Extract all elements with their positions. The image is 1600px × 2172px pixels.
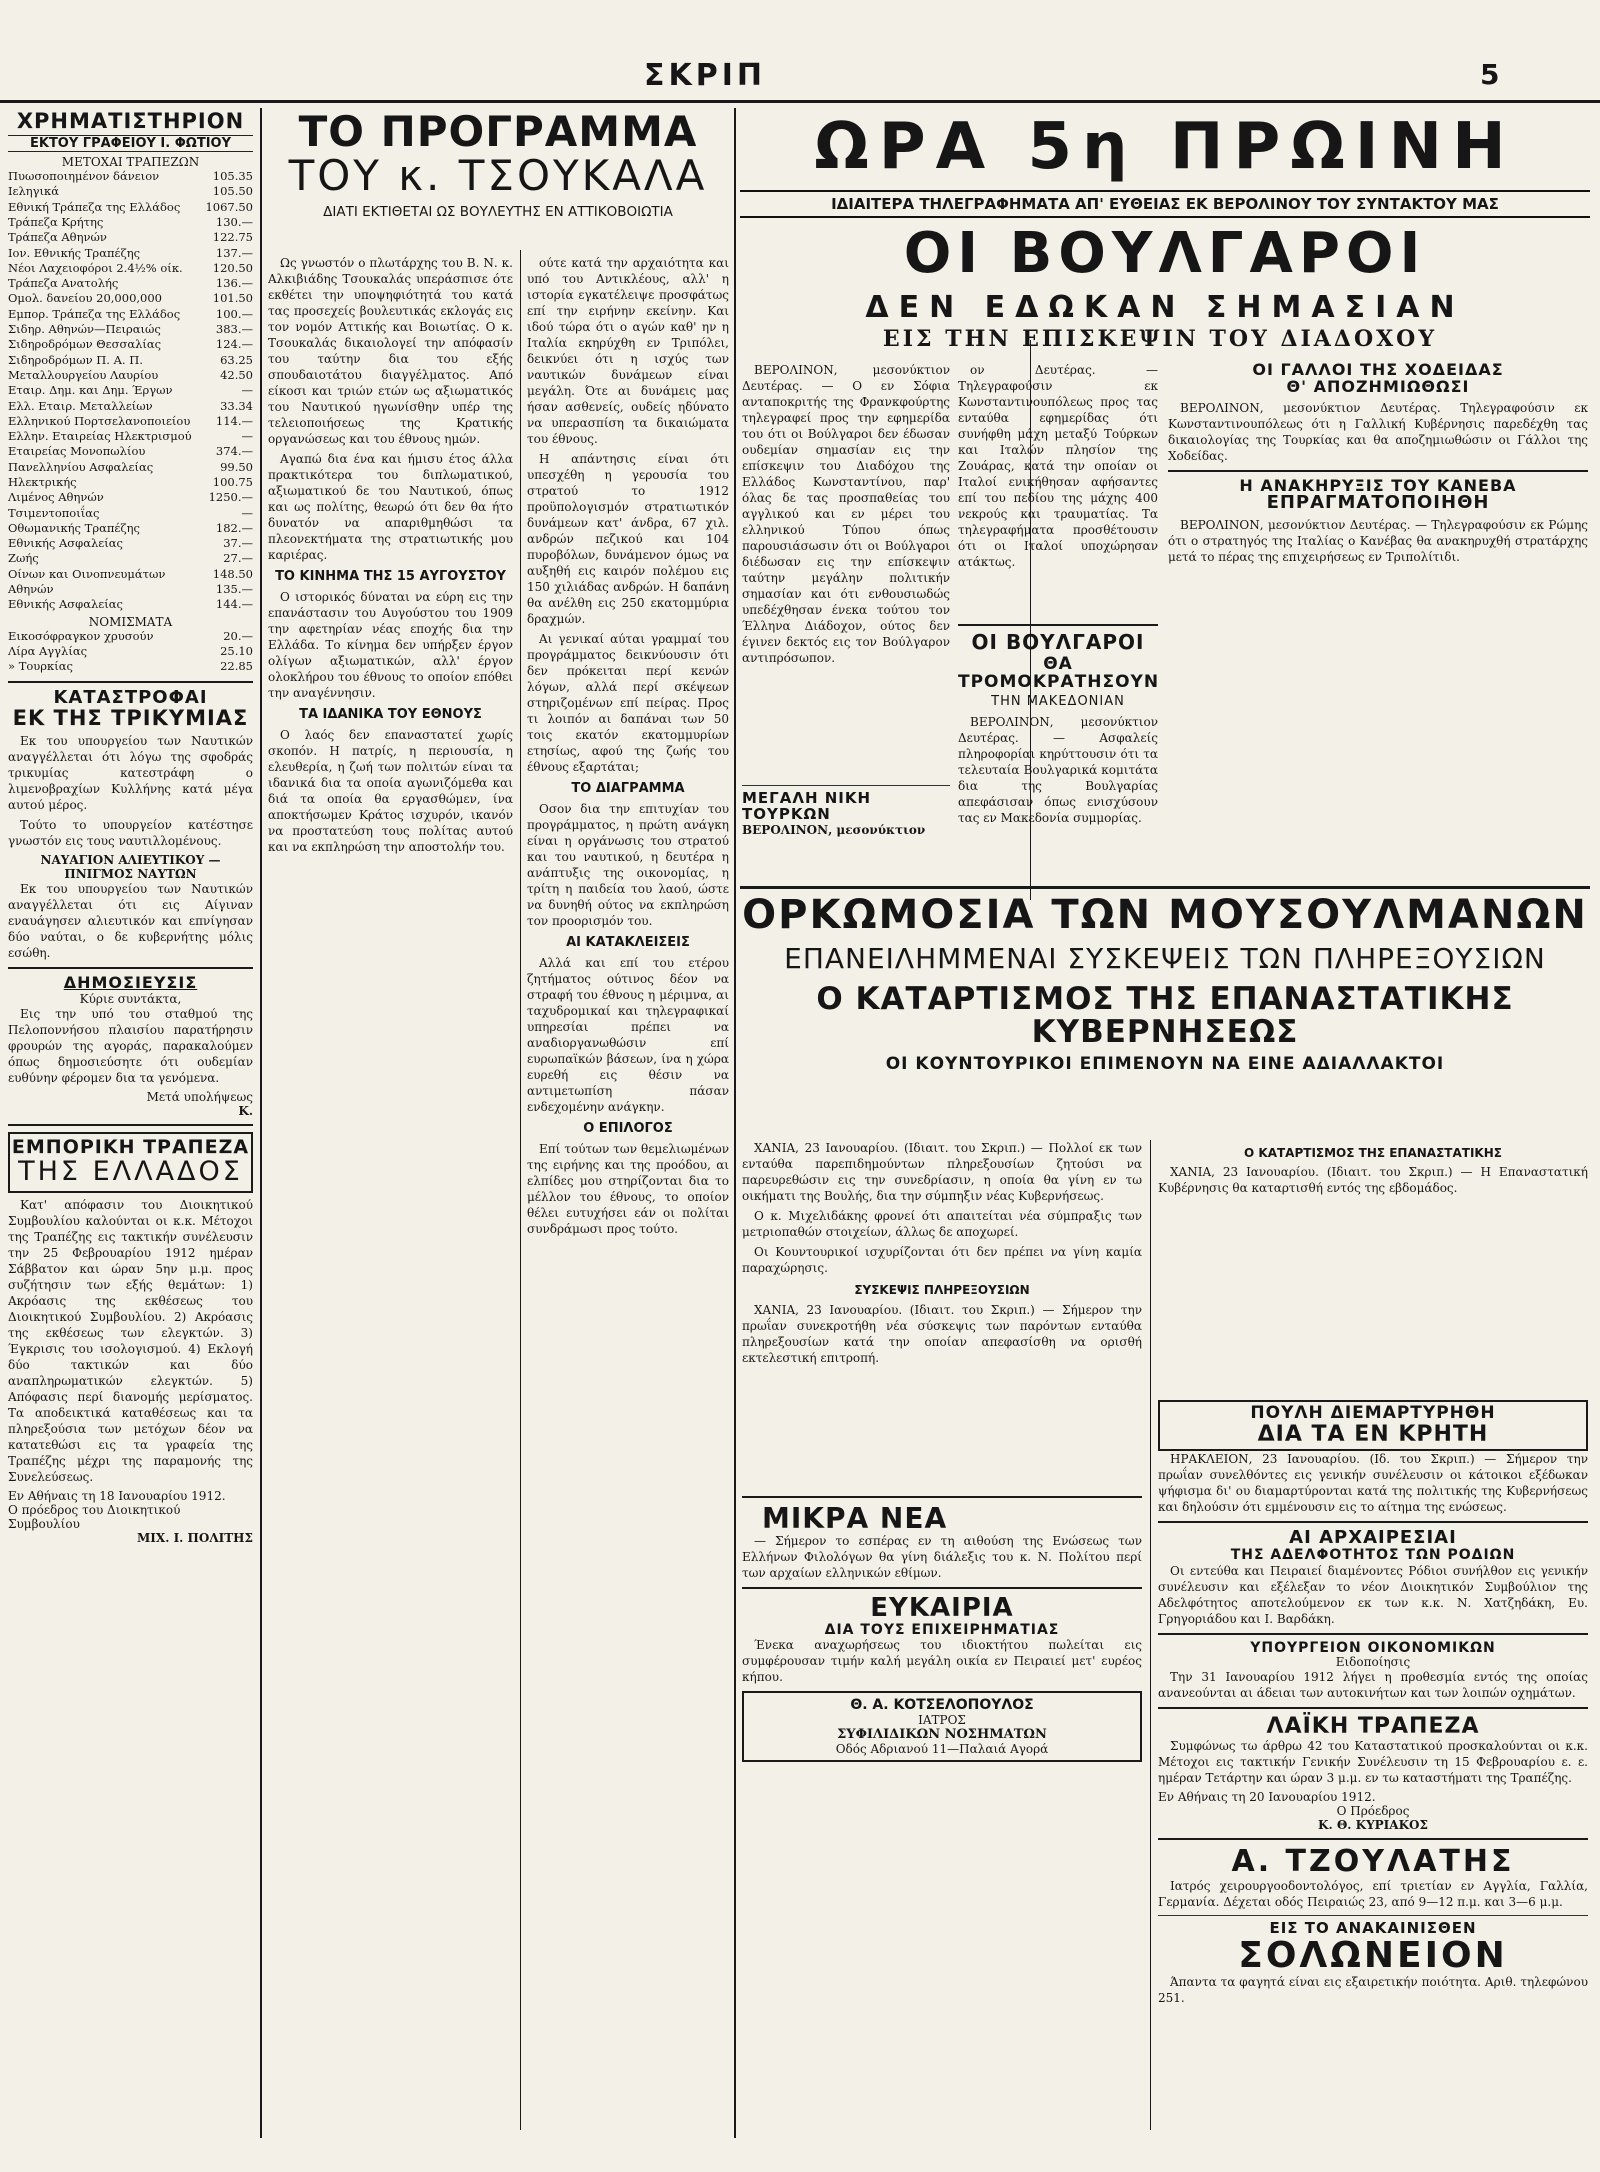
exchange-row	[8, 291, 253, 306]
exchange-row	[8, 322, 253, 337]
program-subtitle: ΔΙΑΤΙ ΕΚΤΙΘΕΤΑΙ ΩΣ ΒΟΥΛΕΥΤΗΣ ΕΝ ΑΤΤΙΚΟΒΟΙΩΤΙΑ	[323, 204, 673, 221]
article-paragraph: ΧΑΝΙΑ, 23 Ιανουαρίου. (Ιδιαιτ. του Σκριπ.) — Η Επαναστατική Κυβέρνησις θα καταρτισθή εντός της εβδομάδος.	[1158, 1165, 1588, 1195]
notice-salutation: Κύριε συντάκτα,	[79, 992, 182, 1007]
article-paragraph: Ένεκα αναχωρήσεως του ιδιοκτήτου πωλείται εις συμφέρουσαν τιμήν καλή μεγάλη οικία εν Πειραιεί μετ' ευρέος κήπου.	[742, 1638, 1142, 1685]
notice-signature: Κ.	[238, 1104, 253, 1119]
oath-sub-3: ΟΙ ΚΟΥΝΤΟΥΡΙΚΟΙ ΕΠΙΜΕΝΟΥΝ ΝΑ ΕΙΝΕ ΑΔΙΑΛΛΑΚΤΟΙ	[885, 1054, 1445, 1075]
exchange-value: 135.—	[215, 582, 253, 597]
exchange-label: Πανελληνίου Ασφαλείας	[8, 459, 154, 474]
section-heading: Ο ΚΑΤΑΡΤΙΣΜΟΣ ΤΗΣ ΕΠΑΝΑΣΤΑΤΙΚΗΣ	[1244, 1146, 1502, 1160]
exchange-row	[8, 261, 253, 276]
article-paragraph: ούτε κατά την αρχαιότητα και υπό του Αντικλέους, αλλ' η ιστορία εγκατέλειψε προσφάτως επί την ειρήνην εκείνην. Και ιδού τώρα ότι ο αγών καθ' ην η Ιταλία εκηρύχθη εν Τριπόλει, δεικνύει ότι η ισχύς των ναυτικών δυνάμεων είναι μεγάλη. Ότε αι δυνάμεις μας ήσαν ασθενείς, ουδείς ηδύνατο να υπερασπίση τα δικαιώματα του έθνους.	[527, 256, 729, 446]
elections-head-2: ΤΗΣ ΑΔΕΛΦΟΤΗΤΟΣ ΤΩΝ ΡΟΔΙΩΝ	[1230, 1546, 1516, 1563]
page-number: 5	[1480, 58, 1500, 91]
newspaper-name: ΣΚΡΙΠ	[644, 58, 766, 93]
divider	[1158, 1915, 1588, 1916]
exchange-row	[8, 567, 253, 582]
exchange-label: Ηλεκτρικής	[8, 474, 77, 489]
exchange-label: Αθηνών	[8, 582, 54, 597]
exchange-row	[8, 429, 253, 444]
exchange-row	[8, 460, 253, 475]
exchange-label: Εταιρείας Μονοπωλίου	[8, 444, 146, 459]
doctor-address: Οδός Αδριανού 11—Παλαιά Αγορά	[835, 1742, 1049, 1757]
article-paragraph: Αι γενικαί αύται γραμμαί του προγράμματος δεικνύουσιν ότι δεν πρόκειται περί κενών λόγων, αλλά περί σκέψεων στηριζομένων επί πείρας. Προς τι λοιπόν αι δαπάναι των 50 τοις εκατόν εκατομμυρίων ετησίως, αφού της ζωής του έθνους εξαρτάται;	[527, 632, 729, 774]
lower-middle-1	[742, 1490, 1142, 2140]
exchange-row	[8, 169, 253, 184]
disaster-subtitle: ΕΚ ΤΗΣ ΤΡΙΚΥΜΙΑΣ	[12, 706, 249, 731]
divider	[742, 1587, 1142, 1589]
bank-title-1: ΕΜΠΟΡΙΚΗ ΤΡΑΠΕΖΑ	[11, 1136, 250, 1159]
section-heading: ΤΟ ΔΙΑΓΡΑΜΜΑ	[571, 781, 685, 796]
exchange-label: Εθνικής Ασφαλείας	[8, 597, 123, 612]
program-title-2: ΤΟΥ κ. ΤΣΟΥΚΑΛΑ	[288, 151, 708, 201]
column-divider	[520, 250, 521, 2130]
article-paragraph: Οι Κουντουρικοί ισχυρίζονται ότι δεν πρέπει να γίνη καμία παραχώρησις.	[742, 1245, 1142, 1275]
exchange-value: 182.—	[215, 520, 253, 535]
oath-header	[740, 894, 1590, 1134]
exchange-row	[8, 444, 253, 459]
notice-signoff: Μετά υπολήψεως	[146, 1090, 253, 1105]
exchange-row	[8, 644, 253, 659]
bulgar-head-3: ΤΗΝ ΜΑΚΕΔΟΝΙΑΝ	[991, 693, 1125, 709]
exchange-label: Εθνική Τράπεζα της Ελλάδος	[8, 199, 181, 214]
exchange-row	[8, 582, 253, 597]
exchange-label: Ελλην. Εταιρείας Ηλεκτρισμού	[8, 429, 192, 444]
disaster-title: ΚΑΤΑΣΤΡΟΦΑΙ	[53, 686, 208, 708]
exchange-row	[8, 521, 253, 536]
exchange-value: 22.85	[220, 659, 253, 674]
bank-notice-header	[8, 1132, 253, 1192]
exchange-label: Τράπεζα Ανατολής	[8, 276, 119, 291]
assembly-head-2: ΔΙΑ ΤΑ ΕΝ ΚΡΗΤΗ	[1257, 1421, 1489, 1447]
exchange-label: Εταιρ. Δημ. και Δημ. Έργων	[8, 383, 173, 398]
exchange-label: Σιδηροδρόμων Θεσσαλίας	[8, 337, 162, 352]
article-paragraph: ΧΑΝΙΑ, 23 Ιανουαρίου. (Ιδιαιτ. του Σκριπ.) — Πολλοί εκ των ενταύθα παρεπιδημούντων πληρεξουσίων ζητούσι να παρευρεθώσιν εις την συνεδρίασιν, η οποία θα γίνη εν τω οικήματι της Βουλής, δια την σύμπηξιν νέας Κυβερνήσεως.	[742, 1141, 1142, 1203]
article-paragraph: Άπαντα τα φαγητά είναι εις εξαιρετικήν ποιότητα. Αριθ. τηλεφώνου 251.	[1158, 1975, 1588, 2006]
canal-head-1: Η ΑΝΑΚΗΡΥΞΙΣ ΤΟΥ ΚΑΝΕΒΑ	[1239, 475, 1517, 495]
exchange-source: ΕΚΤΟΥ ΓΡΑΦΕΙΟΥ Ι. ΦΩΤΙΟΥ	[8, 135, 253, 152]
exchange-row	[8, 368, 253, 383]
exchange-label: Ελλ. Εταιρ. Μεταλλείων	[8, 398, 153, 413]
exchange-value: 137.—	[215, 245, 253, 260]
exchange-value: 99.50	[220, 459, 253, 474]
divider	[1158, 1633, 1588, 1635]
exchange-label: Ομολ. δανείου 20,000,000	[8, 291, 162, 306]
banner-headline: ΩΡΑ 5η ΠΡΩΙΝΗ	[814, 110, 1516, 184]
exchange-title: ΧΡΗΜΑΤΙΣΤΗΡΙΟΝ	[16, 110, 245, 133]
exchange-row	[8, 475, 253, 490]
article-paragraph: Ο λαός δεν επαναστατεί χωρίς σκοπόν. Η πατρίς, η περιουσία, η ελευθερία, η ζωή των πολιτών είναι τα ιδανικά δια τα οποία αγωνιζόμεθα και διά τα οποία θα εργασθώμεν, ίνα αποκτήσωμεν Κράτος ισχυρόν, ικανόν να προστατεύση τους πολίτας αυτού και να εκπληρώση την αποστολήν του.	[268, 728, 513, 854]
exchange-row	[8, 399, 253, 414]
bank2-signature: Κ. Θ. ΚΥΡΙΑΚΟΣ	[1318, 1818, 1428, 1833]
article-paragraph: Ο ιστορικός δύναται να εύρη εις την επανάστασιν του Αυγούστου του 1909 την αφετηρίαν νέας εποχής δια την Ελλάδα. Το κίνημα δεν υπήρξεν έργον ολίγων αξιωματικών, αλλ' έργον ολοκλήρου του έθνους το οποίον επόθει την αναγέννησιν.	[268, 590, 513, 700]
exchange-value: —	[241, 383, 253, 398]
exchange-value: 105.35	[212, 169, 253, 184]
disaster-paragraph: Εκ του υπουργείου των Ναυτικών αναγγέλλεται ότι λόγω της σφοδράς τρικυμίας κατεστράφη ο λιμενοβραχίων Κυλλήνης κατά μέγα αυτού μέρος.	[8, 734, 253, 813]
chania-col-1	[742, 1140, 1142, 1480]
victory-text: ΒΕΡΟΛΙΝΟΝ, μεσονύκτιον	[742, 822, 926, 837]
gauls-head-1: ΟΙ ΓΑΛΛΟΙ ΤΗΣ ΧΟΔΕΙΔΑΣ	[1252, 362, 1504, 379]
gauls-head-2: Θ' ΑΠΟΖΗΜΙΩΘΩΣΙ	[1286, 376, 1470, 396]
divider	[1158, 1838, 1588, 1840]
bulgar-box	[958, 618, 1158, 878]
exchange-row	[8, 276, 253, 291]
small-news-head: ΜΙΚΡΑ ΝΕΑ	[762, 1502, 948, 1535]
article-paragraph: Οσον δια την επιτυχίαν του προγράμματος, η πρώτη ανάγκη είναι η οργάνωσις του στρατού και του ναυτικού, η δευτέρα η ανάπτυξις της οικονομίας, η τρίτη η παιδεία του λαού, ώστε να δυνηθή ούτος να εκπληρώση τον προορισμόν του.	[527, 802, 729, 928]
exchange-section-coins: ΝΟΜΙΣΜΑΤΑ	[88, 614, 173, 629]
exchange-label: Λιμένος Αθηνών	[8, 490, 104, 505]
column-2	[268, 255, 513, 2125]
exchange-label: Οθωμανικής Τραπέζης	[8, 520, 140, 535]
article-paragraph: Ως γνωστόν ο πλωτάρχης του Β. Ν. κ. Αλκιβιάδης Τσουκαλάς υπεράσπισε ότε εκθέτει την υποψηφιότητά του κατά τας προσεχείς βουλευτικάς εκλογάς εις τον νομόν Αττικής και Βοιωτίας. Ο κ. Τσουκαλάς δικαιολογεί την απόφασίν του ταύτην δια του εξής σπουδαιοτάτου διαγγέλματος. Από είκοσι και τριών ετών ως αξιωματικός του Ναυτικού ηγωνίσθην υπέρ της τελειοποιήσεως της Κρατικής οργανώσεως και του έθνους ημών.	[268, 256, 513, 446]
exchange-row	[8, 490, 253, 505]
column-divider	[1150, 1140, 1151, 2130]
divider	[958, 624, 1158, 626]
article-paragraph: Ο κ. Μιχελιδάκης φρονεί ότι απαιτείται νέα σύμπραξις των μετριοπαθών στοιχείων, άλλως δε αποχωρεί.	[742, 1209, 1142, 1239]
article-paragraph: Επί τούτων των θεμελιωμένων της ειρήνης και της προόδου, αι ελπίδες μου στηρίζονται δια το μέλλον του έθνους, το οποίον θέλει ευτυχήσει εάν οι πολίται συνδράμωσι προς τούτο.	[527, 1142, 729, 1236]
doctor-name: Θ. Α. ΚΟΤΣΕΛΟΠΟΥΛΟΣ	[850, 1697, 1034, 1714]
exchange-value: 27.—	[223, 551, 253, 566]
masthead	[0, 58, 1600, 98]
exchange-value: 63.25	[220, 352, 253, 367]
executive-col	[1158, 1140, 1588, 1400]
exchange-label: Σιδηρ. Αθηνών—Πειραιώς	[8, 322, 161, 337]
exchange-label: Τράπεζα Κρήτης	[8, 214, 104, 229]
ad2-name: ΣΟΛΩΝΕΙΟΝ	[1238, 1934, 1508, 1976]
doctor-specialty: ΣΥΦΙΛΙΔΙΚΩΝ ΝΟΣΗΜΑΤΩΝ	[837, 1727, 1047, 1743]
exchange-value: 148.50	[212, 566, 253, 581]
program-header	[268, 107, 728, 250]
exchange-row	[8, 215, 253, 230]
exchange-label: Εμπορ. Τράπεζα της Ελλάδος	[8, 306, 181, 321]
exchange-row	[8, 383, 253, 398]
main-headline-2: ΔΕΝ ΕΔΩΚΑΝ ΣΗΜΑΣΙΑΝ	[865, 290, 1465, 325]
bulgar-head-2: ΘΑ ΤΡΟΜΟΚΡΑΤΗΣΟΥΝ	[958, 654, 1160, 692]
assembly-box	[1158, 1400, 1588, 1451]
exchange-label: Εικοσόφραγκον χρυσούν	[8, 628, 154, 643]
bank-chair: Ο πρόεδρος του Διοικητικού Συμβουλίου	[8, 1502, 181, 1531]
section-heading: ΑΙ ΚΑΤΑΚΛΕΙΣΕΙΣ	[566, 935, 690, 950]
masthead-rule	[0, 100, 1600, 103]
opportunity-sub: ΔΙΑ ΤΟΥΣ ΕΠΙΧΕΙΡΗΜΑΤΙΑΣ	[824, 1621, 1060, 1638]
exchange-value: 101.50	[212, 291, 253, 306]
exchange-row	[8, 184, 253, 199]
exchange-label: Σιδηροδρόμων Π. Α. Π.	[8, 352, 143, 367]
oath-sub-2: Ο ΚΑΤΑΡΤΙΣΜΟΣ ΤΗΣ ΕΠΑΝΑΣΤΑΤΙΚΗΣ ΚΥΒΕΡΝΗΣΕΩΣ	[816, 981, 1514, 1050]
exchange-row	[8, 307, 253, 322]
article-paragraph: Η απάντησις είναι ότι υπεσχέθη η γερουσία του στρατού το 1912 προϋπολογισμόν στρατιωτικόν δυνάμεων κατ' άνδρα, 67 χιλ. ανδρών πεζικού και 104 πυροβόλων, δυνάμενον όμως να αυξηθή εις καιρόν πολέμου εις 150 χιλιάδας ανδρών. Η δαπάνη θα ανέλθη εις 250 εκατομμύρια δραχμών.	[527, 452, 729, 626]
section-heading: Ο ΕΠΙΛΟΓΟΣ	[583, 1121, 673, 1136]
bank2-dateline: Εν Αθήναις τη 20 Ιανουαρίου 1912.	[1158, 1790, 1376, 1805]
bank-signature: ΜΙΧ. Ι. ΠΟΛΙΤΗΣ	[137, 1530, 253, 1545]
shipwreck-paragraph: Εκ του υπουργείου των Ναυτικών αναγγέλλεται ότι εις Αίγιναν εναυάγησεν αλιευτικόν και επνίγησαν δύο ναύται, ο δε κυβερνήτης μόλις εσώθη.	[8, 882, 253, 961]
article-paragraph: Οι εντεύθα και Πειραιεί διαμένοντες Ρόδιοι συνήλθον εις γενικήν συνέλευσιν και εξέλεξαν το νέον Διοικητικόν Συμβούλιον της Αδελφότητος αποτελούμενον εκ των κ.κ. Ν. Χατζηδάκη, Ευ. Γρηγοριάδου και Ι. Βαρδάκη.	[1158, 1563, 1588, 1626]
section-rule	[740, 886, 1590, 889]
exchange-value: 383.—	[215, 322, 253, 337]
doctor-ad	[742, 1691, 1142, 1762]
divider	[8, 681, 253, 683]
shipwreck-heading: ΝΑΥΑΓΙΟΝ ΑΛΙΕΥΤΙΚΟΥ — ΠΝΙΓΜΟΣ ΝΑΥΤΩΝ	[40, 853, 221, 882]
assembly-head-1: ΠΟΥΛΗ ΔΙΕΜΑΡΤΥΡΗΘΗ	[1250, 1403, 1496, 1423]
exchange-label: Πυωσοποιημένον δάνειον	[8, 169, 160, 184]
ad2-head: ΕΙΣ ΤΟ ΑΝΑΚΑΙΝΙΣΘΕΝ	[1269, 1918, 1477, 1937]
oath-head: ΟΡΚΩΜΟΣΙΑ ΤΩΝ ΜΟΥΣΟΥΛΜΑΝΩΝ	[742, 892, 1588, 938]
exchange-label: Τσιμεντοποιΐας	[8, 505, 100, 520]
exchange-value: 120.50	[212, 260, 253, 275]
divider	[1158, 1521, 1588, 1523]
exchange-label: Ιεληγικά	[8, 184, 60, 199]
coins-table	[8, 629, 253, 675]
exchange-value: 33.34	[220, 398, 253, 413]
doctor-title: ΙΑΤΡΟΣ	[918, 1713, 966, 1728]
article-paragraph: Αγαπώ δια ένα και ήμισυ έτος άλλα πρακτικότερα του διπλωματικού, αξιωματικού δε του Ναυτικού, όπως και ως πολίτης, θεωρώ ότι δεν θα ήτο δυνατόν να απαριθμηθώσι τα πλεονεκτήματα της στρατιωτικής μου καριέρας.	[268, 452, 513, 562]
exchange-table	[8, 169, 253, 613]
bulgar-head-1: ΟΙ ΒΟΥΛΓΑΡΟΙ	[971, 630, 1145, 654]
exchange-value: 124.—	[215, 337, 253, 352]
section-heading: ΤΑ ΙΔΑΝΙΚΑ ΤΟΥ ΕΘΝΟΥΣ	[299, 707, 482, 722]
exchange-label: Νέοι Λαχειοφόροι 2.4½% οίκ.	[8, 260, 183, 275]
victory-box	[742, 780, 950, 870]
exchange-row	[8, 414, 253, 429]
exchange-label: Οίνων και Οινοπνευμάτων	[8, 566, 166, 581]
divider	[1168, 470, 1588, 472]
elections-head-1: ΑΙ ΑΡΧΑΙΡΕΣΙΑΙ	[1289, 1526, 1457, 1548]
exchange-row	[8, 200, 253, 215]
article-paragraph: ον Δευτέρας. — Τηλεγραφούσιν εκ Κωνσταντινουπόλεως προς τας ενταύθα εφημερίδας ότι συνήφθη μάχη μεταξύ Τούρκων και Ιταλών πλησίον της Ζουάρας, κατά την οποίαν οι Ιταλοί ενικήθησαν αφήσαντες επί του πεδίου της μάχης 400 νεκρούς και τραυματίας. Τα τηλεγραφήματα προσθέτουσιν ότι οι Ιταλοί υποχώρησαν ατάκτως.	[958, 363, 1158, 569]
exchange-row	[8, 551, 253, 566]
exchange-row	[8, 597, 253, 612]
article-paragraph: ΒΕΡΟΛΙΝΟΝ, μεσονύκτιον Δευτέρας. — Ασφαλείς πληροφορίαι κηρύττουσιν ότι τα τελευταία Βουλγαρικά κομιτάτα δια της Βουλγαρίας απεφάσισαν όπως ενισχύσουν τας εν Μακεδονία συμμορίας.	[958, 715, 1158, 826]
exchange-value: 100.75	[212, 474, 253, 489]
exchange-value: —	[241, 505, 253, 520]
divider	[742, 785, 950, 786]
berlin-report-2	[958, 362, 1158, 612]
divider	[8, 967, 253, 969]
section-heading: ΤΟ ΚΙΝΗΜΑ ΤΗΣ 15 ΑΥΓΟΥΣΤΟΥ	[275, 569, 506, 584]
banner-strap: ΙΔΙΑΙΤΕΡΑ ΤΗΛΕΓΡΑΦΗΜΑΤΑ ΑΠ' ΕΥΘΕΙΑΣ ΕΚ ΒΕΡΟΛΙΝΟΥ ΤΟΥ ΣΥΝΤΑΚΤΟΥ ΜΑΣ	[740, 190, 1590, 218]
exchange-label: Λίρα Αγγλίας	[8, 643, 88, 658]
article-paragraph: Ιατρός χειρουργοοδοντολόγος, επί τριετίαν εν Αγγλία, Γαλλία, Γερμανία. Δέχεται οδός Πειραιώς 23, από 9—12 π.μ. και 3—6 μ.μ.	[1158, 1878, 1588, 1909]
article-paragraph: ΒΕΡΟΛΙΝΟΝ, μεσονύκτιον Δευτέρας. — Ο εν Σόφια ανταποκριτής της Φρανκφούρτης τηλεγραφεί προς την εφημερίδα του ότι οι Βούλγαροι δεν έδωσαν ουδεμίαν σημασίαν εις την επίσκεψιν του Διαδόχου της Ελλάδος Κωνσταντίνου, παρ' όλας δε τας προσπαθείας του αγγλικού και εν μέρει του ελληνικού Τύπου όπως παρουσιάσωσιν ότι οι Βούλγαροι διέδωσαν εις την επίσκεψιν ταύτην μεγάλην πολιτικήν σημασίαν και ότι ενθουσιωδώς υπεδέχθησαν ένεκα τούτου τον Έλληνα Διάδοχον, ούτος δεν έγινεν δεκτός εις τον Βούλγαρον αντιπρόσωπον.	[742, 363, 950, 665]
exchange-row	[8, 536, 253, 551]
exchange-value: 100.—	[215, 306, 253, 321]
exchange-label: Εθνικής Ασφαλείας	[8, 536, 123, 551]
article-paragraph: Συμφώνως τω άρθρω 42 του Καταστατικού προσκαλούνται οι κ.κ. Μέτοχοι εις τακτικήν Γενικήν Συνέλευσιν τη 15 Φεβρουαρίου ε. ε. ημέραν Τετάρτην και ώραν 3 μ.μ. εν τω καταστήματι της Τραπέζης.	[1158, 1739, 1588, 1786]
article-paragraph: Αλλά και επί του ετέρου ζητήματος ούτινος δέον να στραφή του έθνους η μέριμνα, αι ταχυδρομικαί και τηλεγραφικαί υπηρεσίαι πρέπει να αναδιοργανωθώσιν επί ευρωπαϊκών βάσεων, ίνα η χώρα ευρεθή εις θέσιν να αντιμετωπίση πάσαν ενδεχομένην ανάγκην.	[527, 956, 729, 1114]
article-paragraph: ΗΡΑΚΛΕΙΟΝ, 23 Ιανουαρίου. (Ιδ. του Σκριπ.) — Σήμερον την πρωΐαν συνελθόντες εις γενικήν συνέλευσιν οι κάτοικοι εξέδωκαν ψήφισμα δι' ου διαμαρτύρονται κατά της πολιτικής της Κυβερνήσεως και δηλούσιν ότι εμμένουσιν εις το αίτημα της ενώσεως.	[1158, 1451, 1588, 1514]
exchange-value: 114.—	[215, 413, 253, 428]
article-paragraph: ΒΕΡΟΛΙΝΟΝ, μεσονύκτιον Δευτέρας. — Τηλεγραφούσιν εκ Ρώμης ότι ο στρατηγός της Ιταλίας ο Κανέβας θα ανακηρυχθή στρατάρχης μετά το πέρας της επιχειρήσεως εν Τριπολίτιδι.	[1168, 518, 1588, 565]
bank-title-2: ΤΗΣ ΕΛΛΑΔΟΣ	[18, 1156, 243, 1188]
exchange-label: » Τουρκίας	[8, 659, 73, 674]
article-paragraph: ΒΕΡΟΛΙΝΟΝ, μεσονύκτιον Δευτέρας. Τηλεγραφούσιν εκ Κωνσταντινουπόλεως ότι η Γαλλική Κυβέρνησις παρεδέχθη τας δικαιολογίας της Τουρκίας και θα αποζημιωθώσιν οι Γάλλοι της Χοδείδας.	[1168, 400, 1588, 463]
victory-head: ΜΕΓΑΛΗ ΝΙΚΗ ΤΟΥΡΚΩΝ	[742, 789, 872, 823]
main-headline-1: ΟΙ ΒΟΥΛΓΑΡΟΙ	[903, 221, 1427, 286]
section-heading: ΣΥΣΚΕΨΙΣ ΠΛΗΡΕΞΟΥΣΙΩΝ	[854, 1283, 1030, 1297]
exchange-value: 374.—	[215, 444, 253, 459]
gauls-box	[1168, 362, 1588, 882]
exchange-value: 42.50	[220, 367, 253, 382]
exchange-value: 105.50	[212, 184, 253, 199]
bank-notice-body: Κατ' απόφασιν του Διοικητικού Συμβουλίου καλούνται οι κ.κ. Μέτοχοι της Τραπέζης εις τακτικήν συνέλευσιν την 25 Φεβρουαρίου 1912 ημέραν Σάββατον και ώραν 5ην μ.μ. προς συζήτησιν των εξής θεμάτων: 1) Ακρόασις της εκθέσεως του Διοικητικού Συμβουλίου. 2) Ακρόασις της εκθέσεως των ελεγκτών. 3) Έγκρισις του ισολογισμού. 4) Εκλογή δύο τακτικών και δύο αναπληρωματικών ελεγκτών. 5) Απόφασις περί διανομής μερίσματος. Τα αποδεικτικά καταθέσεως και τα πληρεξούσια των μετόχων δέον να κατατεθώσι εις τα γραφεία της Τραπέζης μέχρι της παραμονής της Συνελεύσεως.	[8, 1197, 253, 1484]
ministry-sub: Ειδοποίησις	[1335, 1655, 1411, 1670]
exchange-value: 122.75	[212, 230, 253, 245]
bank2-chair: Ο Πρόεδρος	[1336, 1804, 1410, 1819]
bank2-title: ΛΑΪΚΗ ΤΡΑΠΕΖΑ	[1266, 1714, 1480, 1740]
column-divider	[260, 108, 262, 2138]
exchange-label: Τράπεζα Αθηνών	[8, 230, 107, 245]
exchange-row	[8, 659, 253, 674]
column-divider	[734, 108, 736, 2138]
exchange-label: Ζωής	[8, 551, 39, 566]
exchange-row	[8, 629, 253, 644]
program-title-1: ΤΟ ΠΡΟΓΡΑΜΜΑ	[298, 107, 698, 156]
exchange-value: 144.—	[215, 597, 253, 612]
notice-title: ΔΗΜΟΣΙΕΥΣΙΣ	[63, 973, 198, 993]
column-3	[527, 255, 729, 2125]
exchange-label: Μεταλλουργείου Λαυρίου	[8, 367, 159, 382]
ad1-name: Α. ΤΖΟΥΛΑΤΗΣ	[1231, 1844, 1515, 1880]
article-paragraph: Την 31 Ιανουαρίου 1912 λήγει η προθεσμία εντός της οποίας ανανεούνται αι άδειαι των αυτοκινήτων και των λοιπών οχημάτων.	[1158, 1670, 1588, 1701]
disaster-paragraph: Τούτο το υπουργείον κατέστησε γνωστόν εις τους ναυτιλλομένους.	[8, 818, 253, 849]
bank-dateline: Εν Αθήναις τη 18 Ιανουαρίου 1912.	[8, 1488, 226, 1503]
exchange-value: 25.10	[220, 643, 253, 658]
exchange-value: —	[241, 429, 253, 444]
exchange-row	[8, 353, 253, 368]
opportunity-head: ΕΥΚΑΙΡΙΑ	[870, 1593, 1014, 1624]
article-paragraph: — Σήμερον το εσπέρας εν τη αιθούση της Ενώσεως των Ελλήνων Φιλολόγων θα γίνη διάλεξις του κ. Ν. Πολίτου περί των αρχαίων ελληνικών εθίμων.	[742, 1534, 1142, 1581]
column-1	[8, 110, 253, 2150]
divider	[8, 1124, 253, 1126]
canal-head-2: ΕΠΡΑΓΜΑΤΟΠΟΙΗΘΗ	[1266, 492, 1490, 514]
exchange-value: 37.—	[223, 536, 253, 551]
divider	[742, 1496, 1142, 1498]
exchange-label: Ελληνικού Πορτσελανοποιείου	[8, 413, 191, 428]
divider	[1158, 1707, 1588, 1709]
exchange-value: 1250.—	[208, 490, 253, 505]
exchange-row	[8, 246, 253, 261]
exchange-label: Ιον. Εθνικής Τραπέζης	[8, 245, 141, 260]
main-headline-3: ΕΙΣ ΤΗΝ ΕΠΙΣΚΕΨΙΝ ΤΟΥ ΔΙΑΔΟΧΟΥ	[882, 326, 1438, 352]
exchange-value: 1067.50	[205, 199, 253, 214]
exchange-row	[8, 230, 253, 245]
assembly-col	[1158, 1400, 1588, 2140]
exchange-section-banks: ΜΕΤΟΧΑΙ ΤΡΑΠΕΖΩΝ	[61, 155, 200, 170]
exchange-row	[8, 337, 253, 352]
article-paragraph: ΧΑΝΙΑ, 23 Ιανουαρίου. (Ιδιαιτ. του Σκριπ.) — Σήμερον την πρωΐαν συνεκροτήθη νέα σύσκεψις των παρόντων ενταύθα πληρεξουσίων κατά την οποίαν απεφασίσθη να ορισθή εκτελεστική επιτροπή.	[742, 1303, 1142, 1365]
oath-sub-1: ΕΠΑΝΕΙΛΗΜΜΕΝΑΙ ΣΥΣΚΕΨΕΙΣ ΤΩΝ ΠΛΗΡΕΞΟΥΣΙΩΝ	[784, 942, 1546, 975]
exchange-value: 130.—	[215, 214, 253, 229]
exchange-value: 136.—	[215, 276, 253, 291]
notice-body: Εις την υπό του σταθμού της Πελοποννήσου πλαισίου παρατήρησιν φρουρών της αγοράς, παρακαλούμεν όπως δημοσιεύσητε ότι ουδεμίαν ευθύνην φέρομεν δια τα γενόμενα.	[8, 1007, 253, 1086]
exchange-value: 20.—	[223, 628, 253, 643]
ministry-head: ΥΠΟΥΡΓΕΙΟΝ ΟΙΚΟΝΟΜΙΚΩΝ	[1250, 1639, 1496, 1656]
berlin-report-1	[742, 362, 950, 782]
exchange-row	[8, 506, 253, 521]
